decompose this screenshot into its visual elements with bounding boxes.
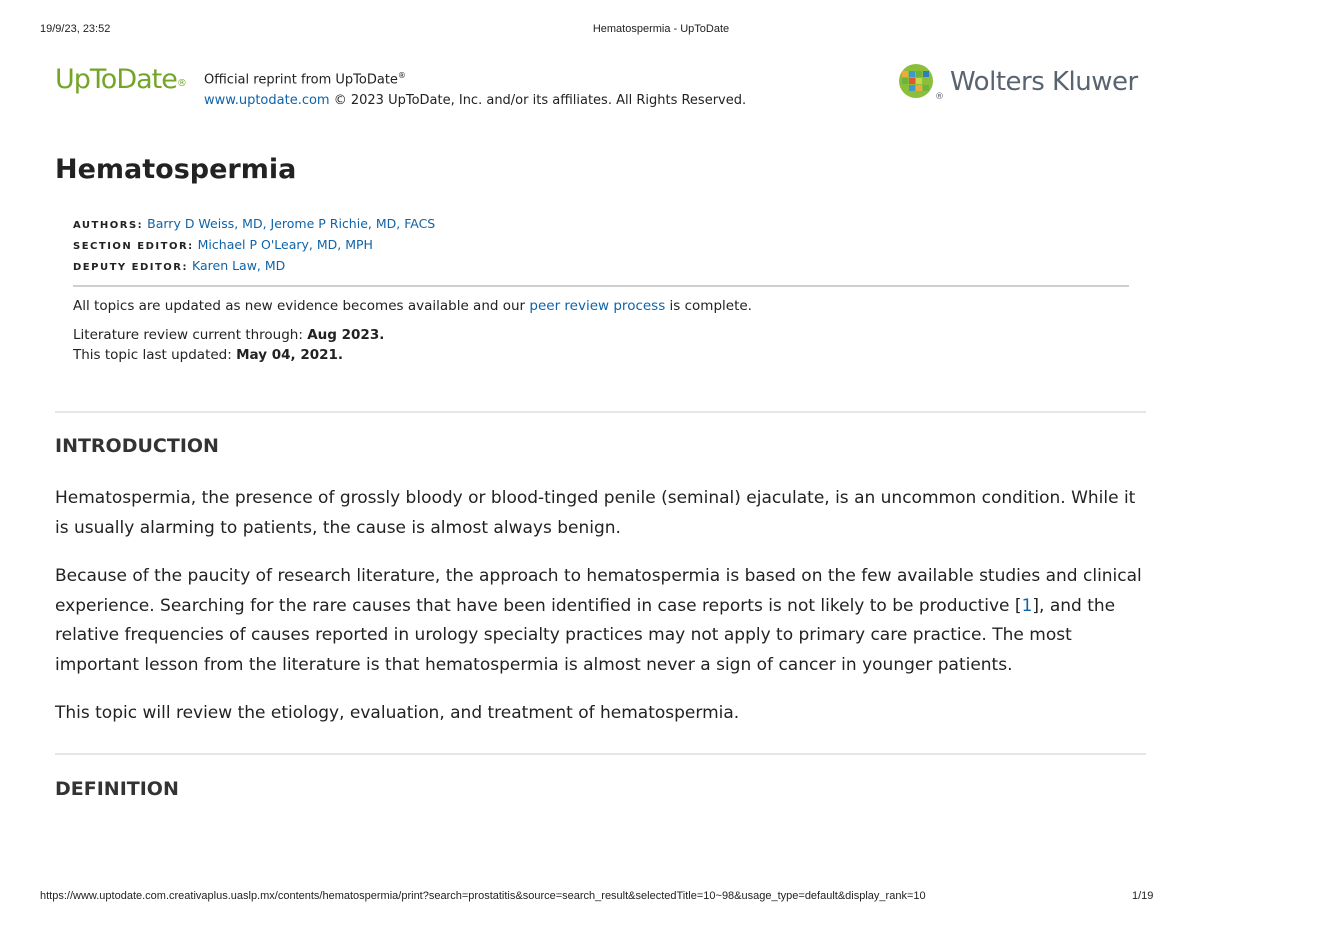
section-divider (55, 753, 1146, 755)
print-page-number: 1/19 (1132, 890, 1154, 902)
introduction-heading: INTRODUCTION (55, 435, 219, 457)
peer-review-link[interactable]: peer review process (529, 298, 666, 314)
authors-link[interactable]: Barry D Weiss, MD, Jerome P Richie, MD, FACS (147, 216, 436, 231)
reference-link-1[interactable]: 1 (1021, 595, 1033, 616)
update-note: All topics are updated as new evidence becomes available and our peer review process is complete. (73, 298, 752, 314)
authors-line: AUTHORS: Barry D Weiss, MD, Jerome P Richie, MD, FACS (73, 216, 436, 231)
meta-divider (73, 285, 1129, 287)
definition-heading: DEFINITION (55, 778, 179, 800)
lit-review-date: Aug 2023. (307, 327, 385, 343)
section-editor-link[interactable]: Michael P O'Leary, MD, MPH (197, 237, 373, 252)
print-page-title: Hematospermia - UpToDate (592, 23, 730, 35)
wolters-kluwer-mark-icon (898, 63, 942, 101)
intro-paragraph-1: Hematospermia, the presence of grossly bloody or blood-tinged penile (seminal) ejaculate, is an uncommon condition. While it is usually alarming to patients, the cause is almost always benign. (55, 488, 1136, 538)
site-link[interactable]: www.uptodate.com (204, 93, 330, 109)
intro-paragraph-3: This topic will review the etiology, evaluation, and treatment of hematospermia. (55, 703, 740, 723)
page-title: Hematospermia (55, 154, 297, 185)
deputy-editor-line: DEPUTY EDITOR: Karen Law, MD (73, 258, 286, 273)
review-dates: Literature review current through: Aug 2023. This topic last updated: May 04, 2021. (73, 327, 385, 363)
print-datetime: 19/9/23, 23:52 (40, 23, 111, 35)
intro-paragraph-2: Because of the paucity of research literature, the approach to hematospermia is based on the few available studies and clinical experience. Searching for the rare causes that have been identified in case reports is not likely to be productive [1], and the relative frequencies of causes reported in urology specialty practices may not apply to primary care practice. The most important lesson from the literature is that hematospermia is almost never a sign of cancer in younger patients. (55, 566, 1142, 675)
print-url: https://www.uptodate.com.creativaplus.uaslp.mx/contents/hematospermia/print?search=prostatitis&source=search_result&selectedTitle=10~98&usage_type=default&display_rank=10 (40, 890, 926, 902)
publisher-name: Wolters Kluwer (950, 67, 1138, 97)
last-updated-date: May 04, 2021. (236, 347, 344, 363)
section-divider (55, 411, 1146, 413)
section-editor-line: SECTION EDITOR: Michael P O'Leary, MD, MPH (73, 237, 373, 252)
deputy-editor-link[interactable]: Karen Law, MD (192, 258, 286, 273)
reprint-notice: Official reprint from UpToDate® www.uptodate.com © 2023 UpToDate, Inc. and/or its affiliates. All Rights Reserved. (204, 71, 747, 109)
svg-text:®: ® (935, 92, 944, 102)
wolters-kluwer-logo[interactable] (898, 63, 1138, 101)
uptodate-logo[interactable]: UpToDate® (55, 64, 187, 95)
